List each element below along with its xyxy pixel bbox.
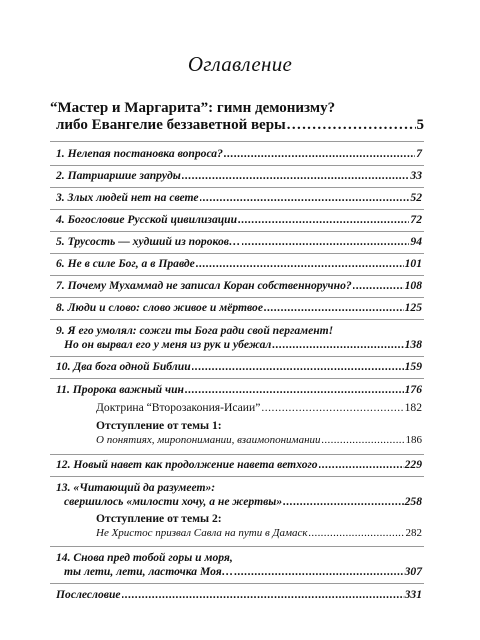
divider [50,187,424,188]
toc-entry-line [50,117,424,134]
dot-leader [353,279,404,293]
toc-entry-title: 5. Трусость — худший из пороков… [56,235,241,248]
dot-leader [322,433,405,447]
toc-entry[interactable] [56,279,422,293]
toc-entry-title: либо Евангелие беззаветной веры [56,117,286,133]
toc-page-number: 307 [404,565,422,578]
toc-entry-title: 10. Два бога одной Библии [56,360,191,373]
dot-leader [182,169,410,183]
toc-entry-title: 11. Пророка важный чин [56,383,184,396]
toc-page-number: 52 [410,191,422,204]
toc-page-number: 186 [405,434,422,446]
toc-page-number: 101 [404,257,422,270]
divider [50,275,424,276]
toc-entry[interactable] [56,481,422,509]
divider [50,141,424,142]
toc-page-number: 159 [404,360,422,373]
divider [50,583,424,584]
toc-entry[interactable] [56,191,422,205]
toc-entry-title: 6. Не в силе Бог, а в Правде [56,257,195,270]
page-title: Оглавление [187,52,293,76]
toc-subentry[interactable] [56,512,422,540]
dot-leader [185,383,404,397]
toc-page-number: 5 [416,117,424,133]
toc-entry[interactable] [56,257,422,271]
dot-leader [192,360,404,374]
divider [50,476,424,477]
toc-entry-line [50,100,424,117]
toc-page-number: 108 [404,279,422,292]
divider [50,297,424,298]
dot-leader [264,301,404,315]
toc-subheading: Отступление от темы 2: [96,512,222,525]
dot-leader [283,495,403,509]
dot-leader [287,117,416,134]
toc-entry-title: свершилось «милости хочу, а не жертвы» [64,495,283,508]
toc-entry[interactable] [56,383,422,397]
toc-subentry[interactable] [56,401,422,415]
dot-leader [200,191,410,205]
toc-page-number: 33 [410,169,422,182]
divider [50,378,424,379]
toc-entry-title: 9. Я его умолял: сожги ты Бога ради свой пергамент! [56,324,334,337]
toc-page-number: 125 [404,301,422,314]
toc-entry[interactable] [56,360,422,374]
toc-entry[interactable] [56,213,422,227]
toc-subheading: Отступление от темы 1: [96,419,222,432]
toc-entry-title: О понятиях, миропонимании, взаимопонимании [96,434,321,446]
toc-page-number: 182 [404,401,422,414]
toc-page-number: 94 [410,235,422,248]
divider [50,231,424,232]
toc-entry-title: “Мастер и Маргарита”: гимн демонизму? [50,100,336,116]
toc-entry-title: Послесловие [56,588,121,601]
divider [50,253,424,254]
toc-subentry[interactable] [56,419,422,447]
toc-page-number: 258 [404,495,422,508]
toc-entry-title: 3. Злых людей нет на свете [56,191,199,204]
toc-page-number: 138 [404,338,422,351]
toc-entry[interactable] [56,147,422,161]
toc-entry-title: 1. Нелепая постановка вопроса? [56,147,223,160]
dot-leader [261,401,403,415]
toc-entry-main[interactable] [50,100,424,134]
toc-entry[interactable] [56,301,422,315]
toc-entry-title: 7. Почему Мухаммад не записал Коран собственноручно? [56,279,352,292]
toc-page-number: 7 [416,147,422,160]
toc-entry-title: 14. Снова пред тобой горы и моря, [56,551,233,564]
divider [50,454,424,455]
dot-leader [196,257,404,271]
toc-entry-title: ты лети, лети, ласточка Моя… [64,565,234,578]
toc-page-number: 176 [404,383,422,396]
divider [50,319,424,320]
toc-entry[interactable] [56,588,422,602]
dot-leader [319,458,404,472]
toc-entry-title: Доктрина “Второзакония-Исаии” [96,401,261,414]
toc-entry[interactable] [56,551,422,579]
dot-leader [238,213,409,227]
dot-leader [272,338,403,352]
dot-leader [242,235,410,249]
divider [50,209,424,210]
toc-page-number: 72 [410,213,422,226]
toc-entry-title: 8. Люди и слово: слово живое и мёртвое [56,301,263,314]
toc-entry-title: 13. «Читающий да разумеет»: [56,481,216,494]
dot-leader [309,526,405,540]
toc-page-number: 229 [404,458,422,471]
toc-page-number: 282 [405,527,422,539]
divider [50,165,424,166]
toc-page-number: 331 [404,588,422,601]
toc-entry-title: 2. Патриаршие запруды [56,169,181,182]
divider [50,356,424,357]
toc-entry-title: 4. Богословие Русской цивилизации [56,213,238,226]
toc-entry[interactable] [56,324,422,352]
toc-entry[interactable] [56,235,422,249]
toc-entry-title: Но он вырвал его у меня из рук и убежал [64,338,272,351]
dot-leader [224,147,415,161]
toc-entry[interactable] [56,169,422,183]
dot-leader [234,565,403,579]
divider [50,546,424,547]
toc-entry-title: Не Христос призвал Савла на пути в Дамаск [96,527,308,539]
dot-leader [122,588,404,602]
toc-entry[interactable] [56,458,422,472]
toc-entry-title: 12. Новый навет как продолжение навета ветхого [56,458,318,471]
